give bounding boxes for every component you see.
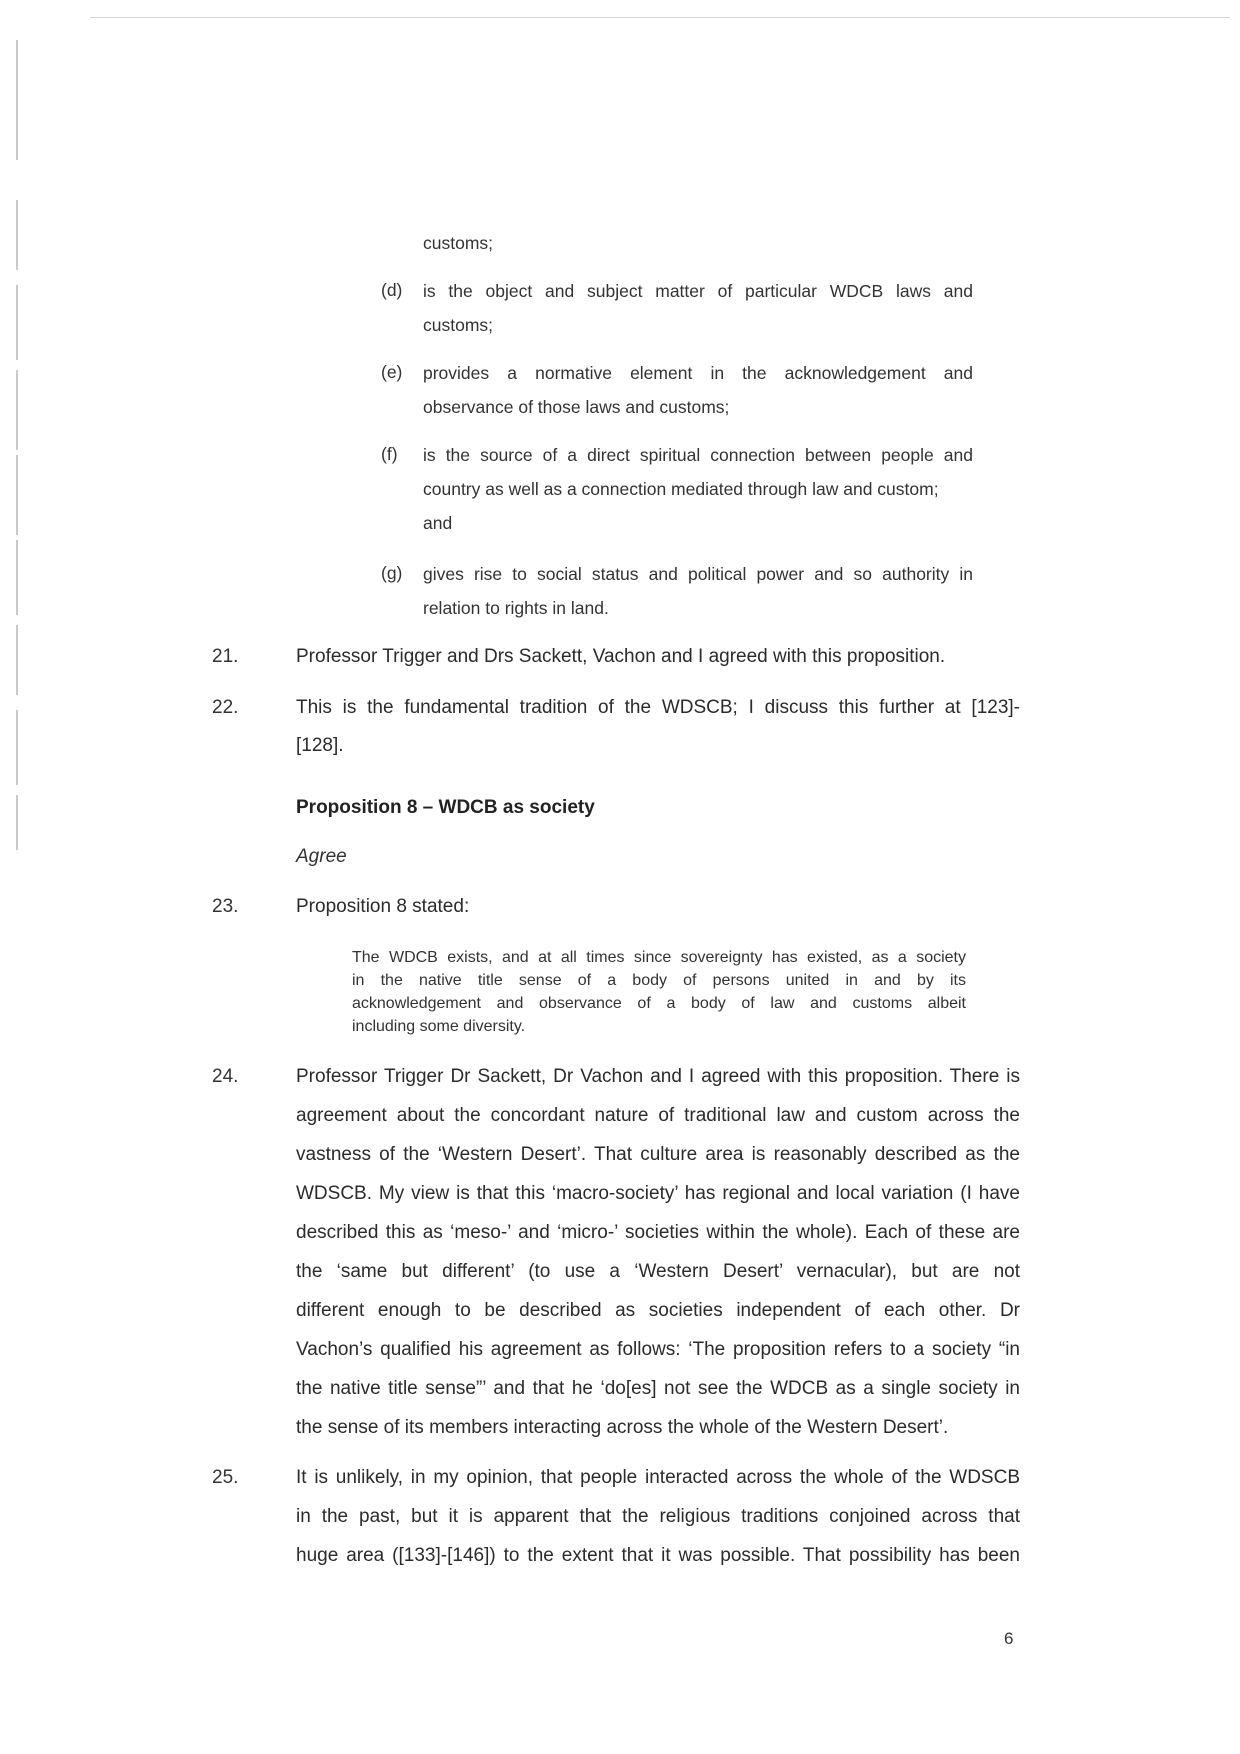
- section-heading: Proposition 8 – WDCB as society: [296, 797, 595, 818]
- paragraph-24-line: the native title sense”’ and that he ‘do[es] not see the WDCB as a single society in: [296, 1378, 1020, 1399]
- paragraph-24-line: different enough to be described as societies independent of each other. Dr: [296, 1300, 1020, 1321]
- paragraph-number-22: 22.: [212, 697, 239, 718]
- subparagraph-e-line: provides a normative element in the acknowledgement and: [423, 363, 973, 383]
- paragraph-25-line: It is unlikely, in my opinion, that people interacted across the whole of the WDSCB: [296, 1467, 1020, 1488]
- paragraph-number-23: 23.: [212, 896, 239, 917]
- paragraph-24-line: the ‘same but different’ (to use a ‘Western Desert’ vernacular), but are not: [296, 1261, 1020, 1282]
- margin-mark: [16, 370, 18, 450]
- paragraph-number-25: 25.: [212, 1467, 239, 1488]
- subparagraph-c-tail: customs;: [423, 233, 494, 253]
- subparagraph-e-label: (e): [381, 362, 403, 382]
- paragraph-23-line: Proposition 8 stated:: [296, 896, 470, 917]
- paragraph-24-line: described this as ‘meso-’ and ‘micro-’ societies within the whole). Each of these are: [296, 1222, 1020, 1243]
- subparagraph-d-line: customs;: [423, 315, 494, 335]
- subparagraph-f-line: is the source of a direct spiritual connection between people and: [423, 445, 973, 465]
- margin-mark: [16, 710, 18, 785]
- paragraph-25-line: in the past, but it is apparent that the religious traditions conjoined across that: [296, 1506, 1020, 1527]
- paragraph-24-line: vastness of the ‘Western Desert’. That culture area is reasonably described as the: [296, 1144, 1020, 1165]
- paragraph-24-line: agreement about the concordant nature of traditional law and custom across the: [296, 1105, 1020, 1126]
- paragraph-number-21: 21.: [212, 646, 239, 667]
- paragraph-24-line: WDSCB. My view is that this ‘macro-society’ has regional and local variation (I have: [296, 1183, 1020, 1204]
- subparagraph-g-line: gives rise to social status and political power and so authority in: [423, 564, 973, 584]
- paragraph-24-line: Vachon’s qualified his agreement as follows: ‘The proposition refers to a society “in: [296, 1339, 1020, 1360]
- subparagraph-d-line: is the object and subject matter of particular WDCB laws and: [423, 281, 973, 301]
- paragraph-22-line: This is the fundamental tradition of the WDSCB; I discuss this further at [123]-: [296, 697, 1020, 718]
- margin-mark: [16, 625, 18, 695]
- subparagraph-d-label: (d): [381, 280, 403, 300]
- quote-line: The WDCB exists, and at all times since sovereignty has existed, as a society: [352, 949, 966, 966]
- margin-mark: [16, 540, 18, 615]
- quote-line: including some diversity.: [352, 1018, 526, 1035]
- margin-mark: [16, 455, 18, 535]
- agree-label: Agree: [296, 846, 347, 867]
- paragraph-22-line: [128].: [296, 735, 344, 756]
- margin-mark: [16, 200, 18, 270]
- paragraph-24-line: the sense of its members interacting across the whole of the Western Desert’.: [296, 1417, 949, 1438]
- margin-mark: [16, 795, 18, 850]
- paragraph-number-24: 24.: [212, 1066, 239, 1087]
- subparagraph-f-label: (f): [381, 444, 398, 464]
- page-top-rule: [90, 17, 1230, 18]
- subparagraph-g-label: (g): [381, 563, 403, 583]
- paragraph-21-line: Professor Trigger and Drs Sackett, Vachon and I agreed with this proposition.: [296, 646, 946, 667]
- margin-mark: [16, 40, 18, 160]
- subparagraph-g-line: relation to rights in land.: [423, 598, 609, 618]
- margin-mark: [16, 285, 18, 360]
- scan-margin-marks: [14, 30, 54, 850]
- page-number: 6: [1004, 1629, 1014, 1648]
- subparagraph-f-line: country as well as a connection mediated through law and custom;: [423, 479, 939, 499]
- quote-line: acknowledgement and observance of a body of law and customs albeit: [352, 995, 966, 1012]
- paragraph-25-line: huge area ([133]-[146]) to the extent that it was possible. That possibility has been: [296, 1545, 1020, 1566]
- subparagraph-e-line: observance of those laws and customs;: [423, 397, 730, 417]
- quote-line: in the native title sense of a body of persons united in and by its: [352, 972, 966, 989]
- subparagraph-f-line: and: [423, 513, 453, 533]
- paragraph-24-line: Professor Trigger Dr Sackett, Dr Vachon and I agreed with this proposition. There is: [296, 1066, 1020, 1087]
